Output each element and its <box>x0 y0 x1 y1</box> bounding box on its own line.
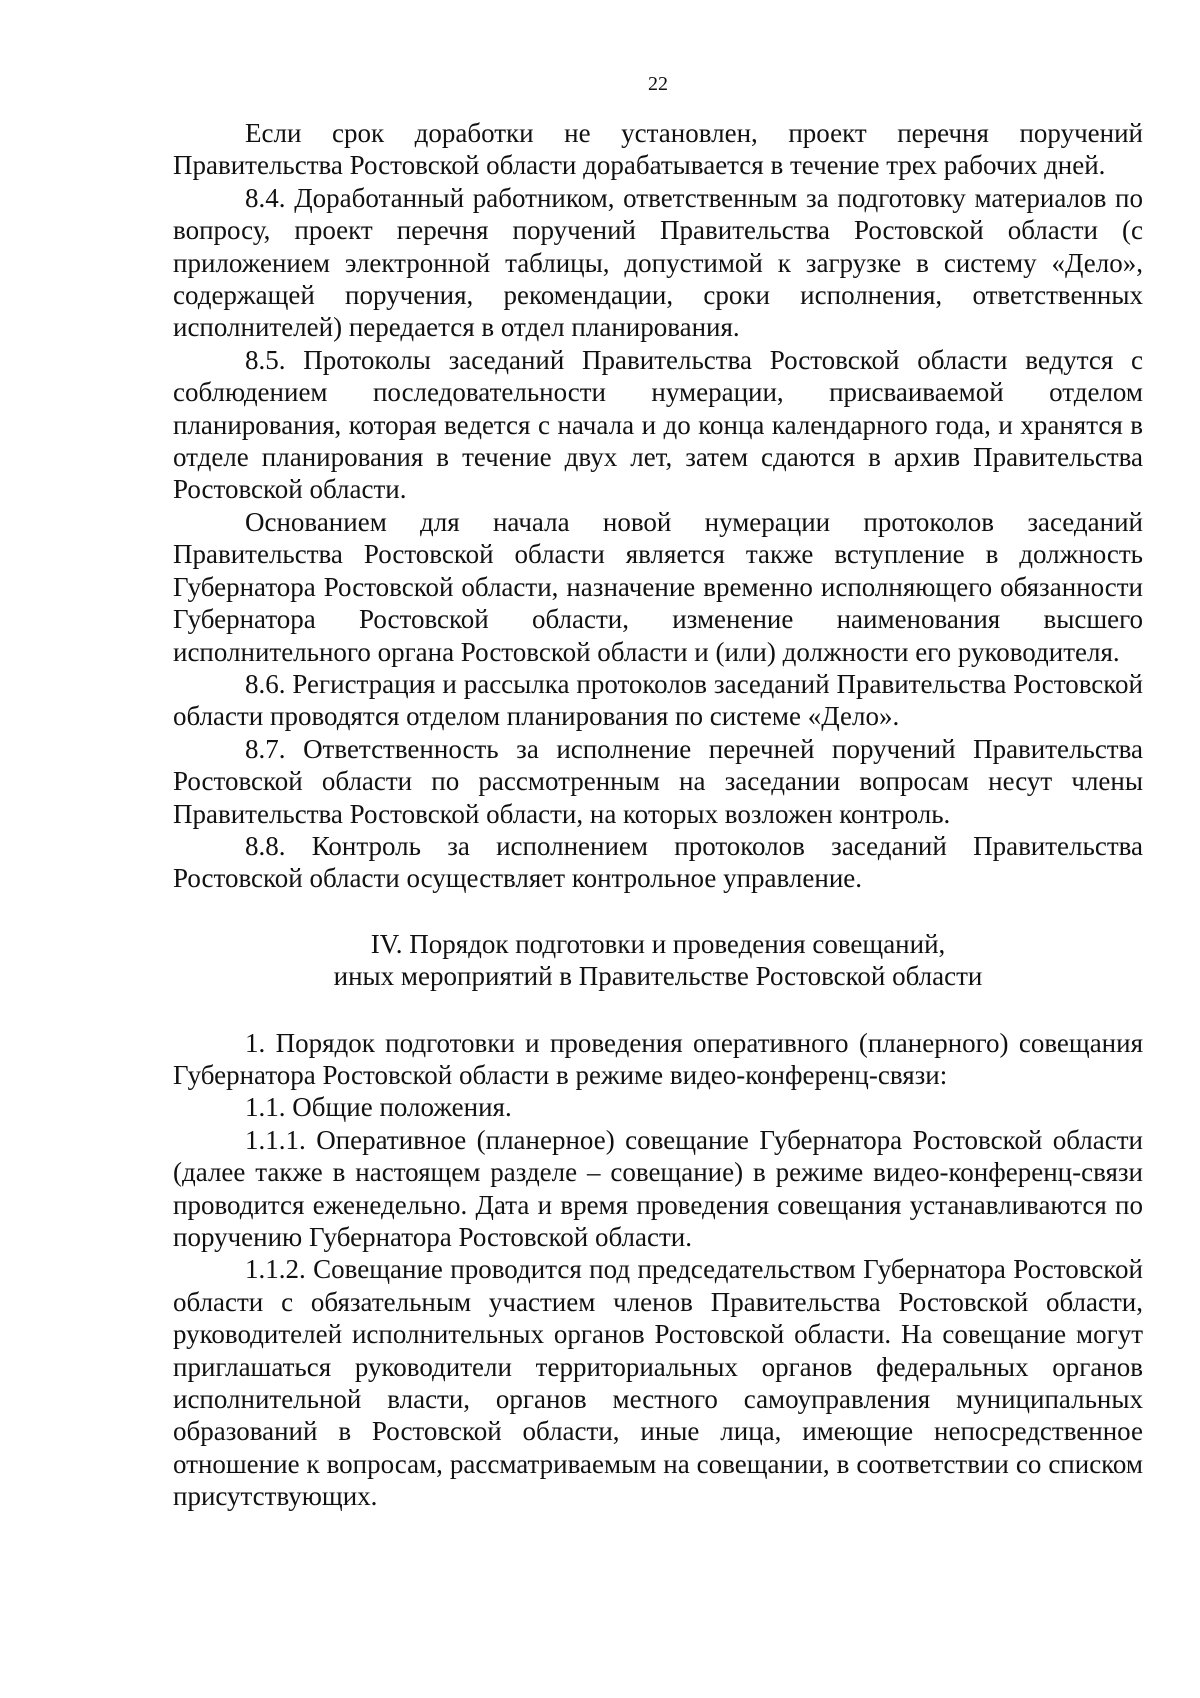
document-page <box>173 0 1143 1698</box>
paragraph-8-5: 8.5. Протоколы заседаний Правительства Ростовской области ведутся с соблюдением последовательности нумерации, присваиваемой отделом планирования, которая ведется с начала и до конца календарного года, и хранятся в отделе планирования в течение двух лет, затем сдаются в архив Правительства Ростовской области. <box>173 344 1143 505</box>
paragraph-8-4: 8.4. Доработанный работником, ответственным за подготовку материалов по вопросу, проект перечня поручений Правительства Ростовской области (с приложением электронной таблицы, допустимой к загрузке в систему «Дело», содержащей поручения, рекомендации, сроки исполнения, ответственных исполнителей) передается в отдел планирования. <box>173 182 1143 343</box>
paragraph-1-1-2: 1.1.2. Совещание проводится под председательством Губернатора Ростовской области с обязательным участием членов Правительства Ростовской области, руководителей исполнительных органов Ростовской области. На совещание могут приглашаться руководители территориальных органов федеральных органов исполнительной власти, органов местного самоуправления муниципальных образований в Ростовской области, иные лица, имеющие непосредственное отношение к вопросам, рассматриваемым на совещании, в соответствии со списком присутствующих. <box>173 1254 1143 1512</box>
paragraph-8-7: 8.7. Ответственность за исполнение перечней поручений Правительства Ростовской области по рассмотренным на заседании вопросам несут члены Правительства Ростовской области, на которых возложен контроль. <box>173 733 1143 829</box>
paragraph-1-1-1: 1.1.1. Оперативное (планерное) совещание Губернатора Ростовской области (далее также в настоящем разделе – совещание) в режиме видео-конференц-связи проводится еженедельно. Дата и время проведения совещания устанавливаются по поручению Губернатора Ростовской области. <box>173 1124 1143 1252</box>
section-heading-line-1: IV. Порядок подготовки и проведения совещаний, <box>370 928 946 959</box>
paragraph-deadline-note: Если срок доработки не установлен, проект перечня поручений Правительства Ростовской области дорабатывается в течение трех рабочих дней. <box>173 118 1143 181</box>
paragraph-1: 1. Порядок подготовки и проведения оперативного (планерного) совещания Губернатора Ростовской области в режиме видео-конференц-связи: <box>173 1027 1143 1090</box>
paragraph-1-1: 1.1. Общие положения. <box>245 1092 512 1123</box>
page-number: 22 <box>648 73 668 95</box>
document-body <box>173 117 1143 1513</box>
paragraph-8-6: 8.6. Регистрация и рассылка протоколов заседаний Правительства Ростовской области проводятся отделом планирования по системе «Дело». <box>173 668 1143 732</box>
section-heading-iv <box>173 928 1143 993</box>
paragraph-new-numbering-basis: Основанием для начала новой нумерации протоколов заседаний Правительства Ростовской области является также вступление в должность Губернатора Ростовской области, назначение временно исполняющего обязанности Губернатора Ростовской области, изменение наименования высшего исполнительного органа Ростовской области и (или) должности его руководителя. <box>173 506 1143 667</box>
paragraph-8-8: 8.8. Контроль за исполнением протоколов заседаний Правительства Ростовской области осуществляет контрольное управление. <box>173 830 1143 894</box>
section-heading-line-2: иных мероприятий в Правительстве Ростовской области <box>333 961 983 992</box>
